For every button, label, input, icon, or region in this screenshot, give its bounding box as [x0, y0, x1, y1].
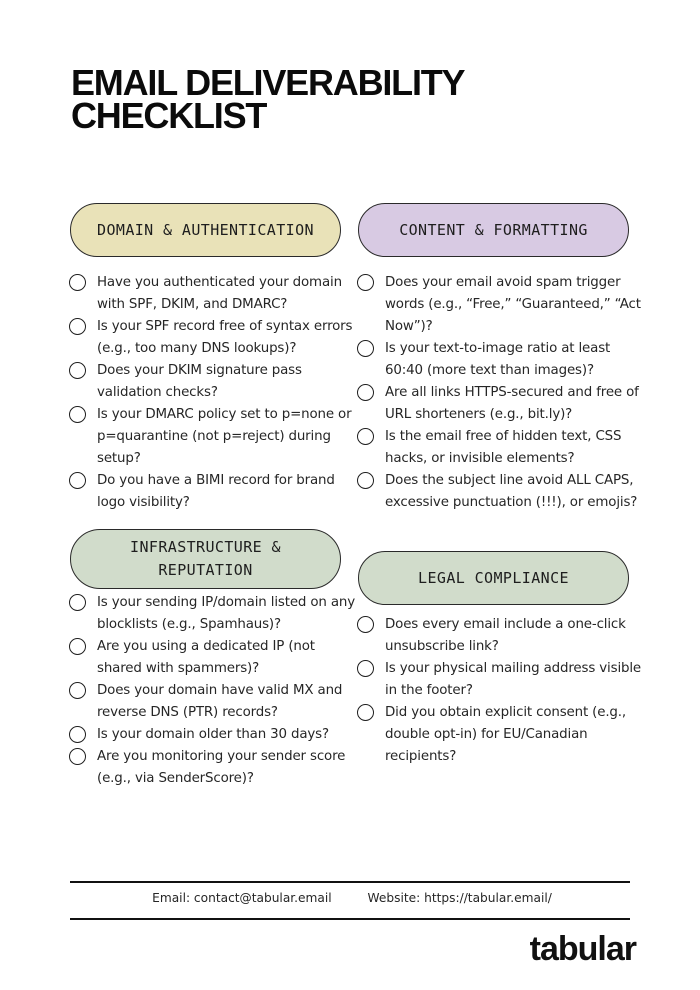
footer-divider-bottom	[70, 918, 630, 920]
checklist-item	[357, 272, 647, 338]
checkbox-circle[interactable]	[69, 726, 86, 743]
checklist-item	[357, 382, 647, 426]
page-title	[71, 62, 465, 136]
checklist-infrastructure-reputation	[69, 592, 359, 790]
item-text: Does your domain have valid MX and reverse DNS (PTR) records?	[97, 683, 343, 720]
checkbox-circle[interactable]	[69, 406, 86, 423]
item-text: Is your domain older than 30 days?	[97, 727, 329, 742]
checkbox-circle[interactable]	[357, 274, 374, 291]
checklist-item	[357, 614, 647, 658]
checklist-item	[357, 658, 647, 702]
checklist-item	[357, 470, 647, 514]
checklist-item	[69, 404, 359, 470]
item-text: Are you using a dedicated IP (not shared with spammers)?	[97, 639, 315, 676]
checkbox-circle[interactable]	[69, 748, 86, 765]
footer-website[interactable]: Website: https://tabular.email/	[367, 891, 552, 905]
heading-line-2: REPUTATION	[158, 561, 253, 579]
item-text: Does your email avoid spam trigger words (e.g., “Free,” “Guaranteed,” “Act Now”)?	[385, 275, 641, 334]
checklist-content-formatting	[357, 272, 647, 514]
item-text: Does your DKIM signature pass validation checks?	[97, 363, 302, 400]
checklist-item	[357, 702, 647, 768]
item-text: Are you monitoring your sender score (e.g., via SenderScore)?	[97, 749, 346, 786]
checkbox-circle[interactable]	[69, 318, 86, 335]
item-text: Is your DMARC policy set to p=none or p=quarantine (not p=reject) during setup?	[97, 407, 352, 466]
title-line-1: EMAIL DELIVERABILITY	[71, 62, 465, 103]
item-text: Is the email free of hidden text, CSS hacks, or invisible elements?	[385, 429, 622, 466]
item-text: Is your text-to-image ratio at least 60:40 (more text than images)?	[385, 341, 611, 378]
footer-email[interactable]: Email: contact@tabular.email	[152, 891, 332, 905]
checkbox-circle[interactable]	[69, 274, 86, 291]
checkbox-circle[interactable]	[69, 638, 86, 655]
heading-line-1: INFRASTRUCTURE &	[130, 538, 281, 556]
item-text: Are all links HTTPS-secured and free of URL shorteners (e.g., bit.ly)?	[385, 385, 639, 422]
checklist-item	[69, 746, 359, 790]
section-heading-infrastructure-reputation	[70, 529, 341, 589]
checkbox-circle[interactable]	[69, 682, 86, 699]
checkbox-circle[interactable]	[357, 660, 374, 677]
section-heading-content-formatting: CONTENT & FORMATTING	[358, 203, 629, 257]
checklist-item	[69, 680, 359, 724]
checklist-legal-compliance	[357, 614, 647, 768]
checkbox-circle[interactable]	[357, 616, 374, 633]
footer-divider-top	[70, 881, 630, 883]
checkbox-circle[interactable]	[357, 384, 374, 401]
item-text: Does every email include a one-click unsubscribe link?	[385, 617, 626, 654]
item-text: Is your physical mailing address visible in the footer?	[385, 661, 642, 698]
item-text: Is your SPF record free of syntax errors (e.g., too many DNS lookups)?	[97, 319, 353, 356]
checkbox-circle[interactable]	[357, 472, 374, 489]
item-text: Did you obtain explicit consent (e.g., double opt-in) for EU/Canadian recipients?	[385, 705, 627, 764]
item-text: Does the subject line avoid ALL CAPS, excessive punctuation (!!!), or emojis?	[385, 473, 638, 510]
checklist-item	[69, 636, 359, 680]
checkbox-circle[interactable]	[357, 340, 374, 357]
checkbox-circle[interactable]	[69, 362, 86, 379]
checklist-domain-authentication	[69, 272, 359, 514]
section-heading-legal-compliance: LEGAL COMPLIANCE	[358, 551, 629, 605]
checklist-item	[69, 724, 359, 746]
checklist-item	[357, 426, 647, 470]
checkbox-circle[interactable]	[357, 704, 374, 721]
title-line-2: CHECKLIST	[71, 95, 267, 136]
checklist-item	[69, 360, 359, 404]
checkbox-circle[interactable]	[69, 472, 86, 489]
checklist-item	[69, 470, 359, 514]
checkbox-circle[interactable]	[357, 428, 374, 445]
checklist-item	[69, 316, 359, 360]
item-text: Have you authenticated your domain with SPF, DKIM, and DMARC?	[97, 275, 342, 312]
section-heading-domain-authentication: DOMAIN & AUTHENTICATION	[70, 203, 341, 257]
checkbox-circle[interactable]	[69, 594, 86, 611]
footer-contacts	[0, 891, 700, 905]
checklist-item	[357, 338, 647, 382]
item-text: Do you have a BIMI record for brand logo visibility?	[97, 473, 335, 510]
item-text: Is your sending IP/domain listed on any blocklists (e.g., Spamhaus)?	[97, 595, 356, 632]
tabular-logo: tabular	[529, 930, 636, 968]
checklist-item	[69, 592, 359, 636]
checklist-item	[69, 272, 359, 316]
